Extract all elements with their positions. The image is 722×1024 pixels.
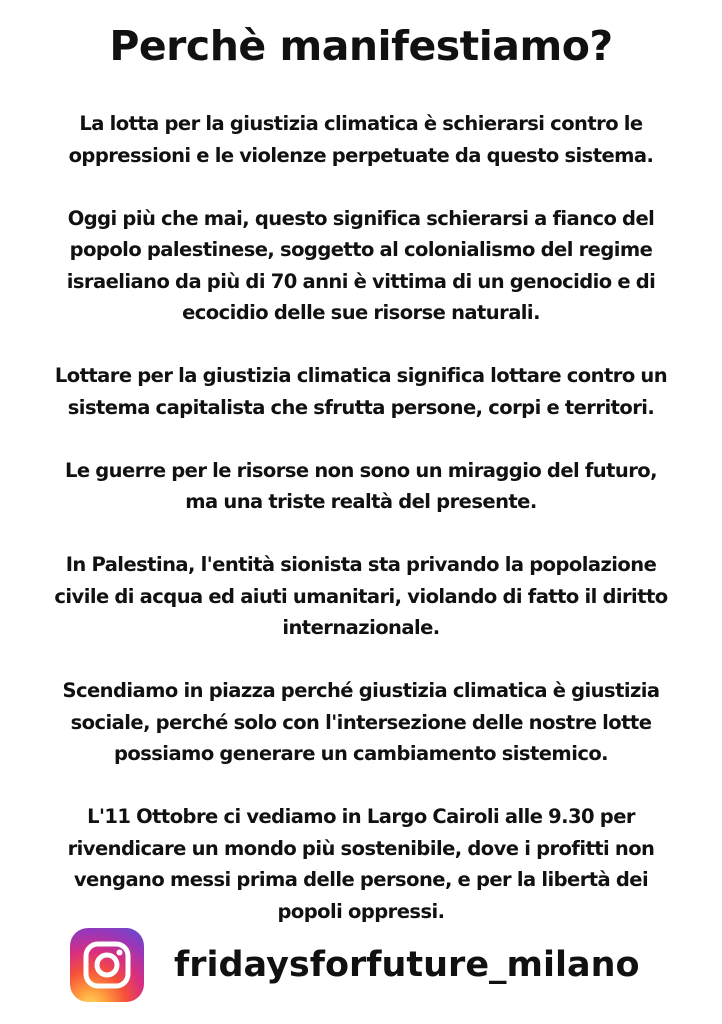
paragraph-line: civile di acqua ed aiuti umanitari, violando di fatto il diritto [54,584,668,608]
paragraph-line: vengano messi prima delle persone, e per la libertà dei [73,868,649,891]
paragraph-line: ma una triste realtà del presente. [185,490,537,513]
instagram-glyph [70,928,144,1002]
paragraph-line: possiamo generare un cambiamento sistemico. [113,742,609,765]
paragraph-2 [14,203,708,329]
paragraph-line: sociale, perché solo con l'intersezione delle nostre lotte [70,710,652,734]
paragraph-1 [14,108,708,171]
instagram-footer [70,928,640,1002]
paragraph-5 [14,549,708,644]
instagram-handle[interactable]: fridaysforfuture_milano [174,945,640,985]
paragraph-line: popolo palestinese, soggetto al colonialismo del regime [69,238,653,261]
paragraph-line: internazionale. [282,616,440,639]
paragraph-line: L'11 Ottobre ci vediamo in Largo Cairoli alle 9.30 per [87,805,635,828]
paragraph-line: oppressioni e le violenze perpetuate da questo sistema. [68,143,654,167]
paragraph-line: Oggi più che mai, questo significa schierarsi a fianco del [67,206,655,230]
paragraph-7 [14,801,708,927]
instagram-icon[interactable] [70,928,144,1002]
page-title: Perchè manifestiamo? [109,22,613,70]
paragraph-line: israeliano da più di 70 anni è vittima di un genocidio e di [66,269,656,293]
paragraph-line: sistema capitalista che sfrutta persone, corpi e territori. [67,395,655,419]
paragraph-line: popoli oppressi. [277,899,445,923]
paragraph-3 [14,360,708,423]
paragraph-line: In Palestina, l'entità sionista sta privando la popolazione [65,553,657,576]
paragraph-line: Le guerre per le risorse non sono un miraggio del futuro, [64,458,658,482]
paragraph-line: rivendicare un mondo più sostenibile, dove i profitti non [67,836,655,860]
paragraph-4 [14,455,708,518]
paragraph-line: La lotta per la giustizia climatica è schierarsi contro le [79,112,643,135]
paragraph-6 [14,675,708,770]
paragraph-line: ecocidio delle sue risorse naturali. [182,301,540,324]
paragraph-line: Scendiamo in piazza perché giustizia climatica è giustizia [62,679,660,702]
body-text [14,108,708,959]
paragraph-line: Lottare per la giustizia climatica significa lottare contro un [54,364,668,387]
